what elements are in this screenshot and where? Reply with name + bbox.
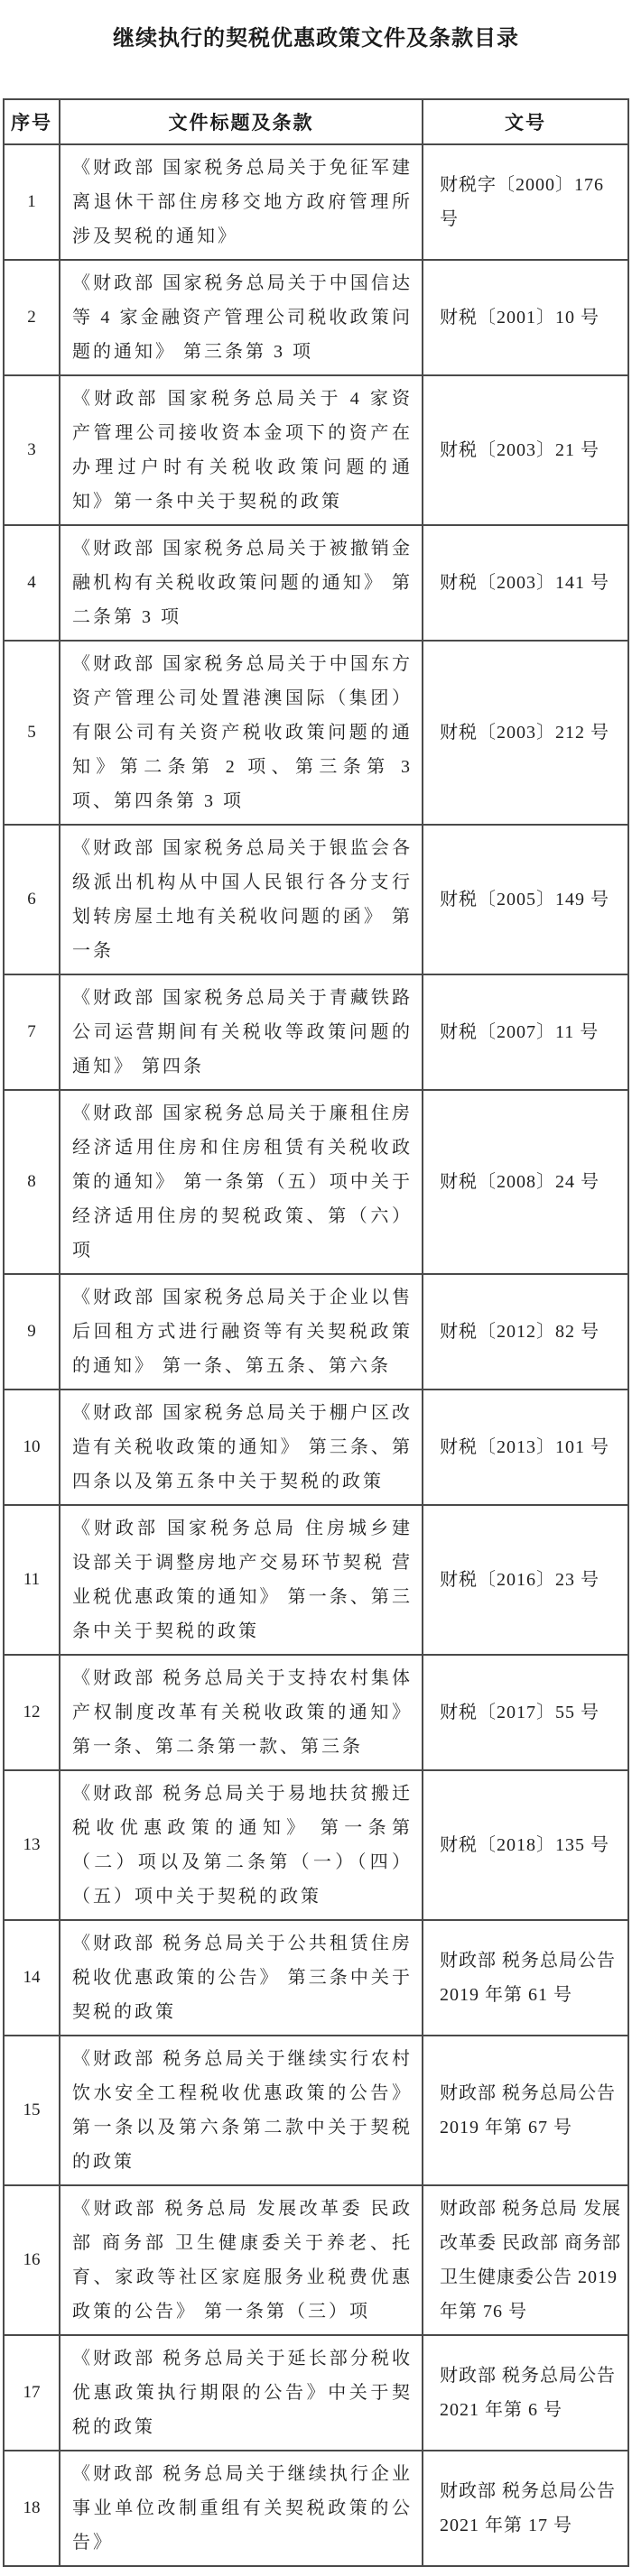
row-serial-number: 1: [4, 144, 60, 260]
row-serial-number: 14: [4, 1920, 60, 2036]
row-document-title: 《财政部 税务总局关于易地扶贫搬迁税收优惠政策的通知》 第一条第（二）项以及第二条第（一）（四）（五）项中关于契税的政策: [60, 1770, 423, 1920]
row-document-title: 《财政部 税务总局关于继续执行企业事业单位改制重组有关契税政策的公告》: [60, 2451, 423, 2566]
row-document-number: 财税〔2003〕141 号: [423, 525, 628, 641]
row-document-number: 财政部 税务总局公告 2021 年第 17 号: [423, 2451, 628, 2566]
table-header: [4, 99, 628, 144]
col-header-document-number: 文号: [423, 99, 628, 144]
row-serial-number: 15: [4, 2036, 60, 2185]
row-serial-number: 17: [4, 2335, 60, 2451]
row-document-title: 《财政部 税务总局 发展改革委 民政部 商务部 卫生健康委关于养老、托育、家政等社区家庭服务业税费优惠政策的公告》 第一条第（三）项: [60, 2185, 423, 2335]
row-document-title: 《财政部 国家税务总局关于青藏铁路公司运营期间有关税收等政策问题的通知》 第四条: [60, 974, 423, 1090]
row-document-number: 财税〔2017〕55 号: [423, 1655, 628, 1770]
row-document-number: 财税〔2008〕24 号: [423, 1090, 628, 1274]
row-document-number: 财税〔2016〕23 号: [423, 1505, 628, 1655]
table-row: [4, 375, 628, 525]
row-serial-number: 12: [4, 1655, 60, 1770]
row-serial-number: 3: [4, 375, 60, 525]
row-document-title: 《财政部 国家税务总局关于企业以售后回租方式进行融资等有关契税政策的通知》 第一条、第五条、第六条: [60, 1274, 423, 1390]
row-serial-number: 6: [4, 825, 60, 974]
row-serial-number: 7: [4, 974, 60, 1090]
policy-table: [3, 98, 629, 2567]
row-document-title: 《财政部 国家税务总局关于棚户区改造有关税收政策的通知》 第三条、第四条以及第五条中关于契税的政策: [60, 1390, 423, 1505]
row-serial-number: 18: [4, 2451, 60, 2566]
row-serial-number: 10: [4, 1390, 60, 1505]
row-document-number: 财税〔2018〕135 号: [423, 1770, 628, 1920]
table-row: [4, 2036, 628, 2185]
row-serial-number: 8: [4, 1090, 60, 1274]
row-document-title: 《财政部 国家税务总局 住房城乡建设部关于调整房地产交易环节契税 营业税优惠政策的通知》 第一条、第三条中关于契税的政策: [60, 1505, 423, 1655]
row-serial-number: 11: [4, 1505, 60, 1655]
row-document-number: 财税〔2003〕212 号: [423, 641, 628, 825]
table-row: [4, 1920, 628, 2036]
row-document-title: 《财政部 国家税务总局关于中国信达等 4 家金融资产管理公司税收政策问题的通知》 第三条第 3 项: [60, 260, 423, 375]
row-serial-number: 4: [4, 525, 60, 641]
row-document-title: 《财政部 税务总局关于延长部分税收优惠政策执行期限的公告》中关于契税的政策: [60, 2335, 423, 2451]
row-document-number: 财政部 税务总局 发展改革委 民政部 商务部 卫生健康委公告 2019 年第 76 号: [423, 2185, 628, 2335]
header-row: [4, 99, 628, 144]
row-serial-number: 16: [4, 2185, 60, 2335]
row-document-title: 《财政部 国家税务总局关于被撤销金融机构有关税收政策问题的通知》 第二条第 3 项: [60, 525, 423, 641]
row-serial-number: 13: [4, 1770, 60, 1920]
table-row: [4, 1090, 628, 1274]
row-document-number: 财税〔2012〕82 号: [423, 1274, 628, 1390]
col-header-document-title: 文件标题及条款: [60, 99, 423, 144]
table-row: [4, 260, 628, 375]
row-document-number: 财税〔2003〕21 号: [423, 375, 628, 525]
table-row: [4, 825, 628, 974]
table-row: [4, 1505, 628, 1655]
table-row: [4, 974, 628, 1090]
row-document-title: 《财政部 国家税务总局关于廉租住房经济适用住房和住房租赁有关税收政策的通知》 第一条第（五）项中关于经济适用住房的契税政策、第（六）项: [60, 1090, 423, 1274]
row-serial-number: 9: [4, 1274, 60, 1390]
row-document-title: 《财政部 税务总局关于继续实行农村饮水安全工程税收优惠政策的公告》第一条以及第六条第二款中关于契税的政策: [60, 2036, 423, 2185]
table-row: [4, 1390, 628, 1505]
row-document-number: 财税字〔2000〕176 号: [423, 144, 628, 260]
col-header-serial-number: 序号: [4, 99, 60, 144]
row-document-title: 《财政部 税务总局关于公共租赁住房税收优惠政策的公告》 第三条中关于契税的政策: [60, 1920, 423, 2036]
table-row: [4, 1274, 628, 1390]
table-row: [4, 144, 628, 260]
row-document-title: 《财政部 国家税务总局关于免征军建离退休干部住房移交地方政府管理所涉及契税的通知》: [60, 144, 423, 260]
row-document-title: 《财政部 国家税务总局关于 4 家资产管理公司接收资本金项下的资产在办理过户时有关税收政策问题的通知》第一条中关于契税的政策: [60, 375, 423, 525]
table-row: [4, 2185, 628, 2335]
row-document-number: 财政部 税务总局公告 2021 年第 6 号: [423, 2335, 628, 2451]
row-document-number: 财税〔2007〕11 号: [423, 974, 628, 1090]
table-row: [4, 525, 628, 641]
table-row: [4, 641, 628, 825]
table-row: [4, 1770, 628, 1920]
row-serial-number: 5: [4, 641, 60, 825]
table-body: [4, 144, 628, 2566]
row-document-number: 财政部 税务总局公告 2019 年第 61 号: [423, 1920, 628, 2036]
row-document-title: 《财政部 国家税务总局关于银监会各级派出机构从中国人民银行各分支行划转房屋土地有关税收问题的函》 第一条: [60, 825, 423, 974]
row-document-title: 《财政部 国家税务总局关于中国东方资产管理公司处置港澳国际（集团）有限公司有关资产税收政策问题的通知》第二条第 2 项、第三条第 3 项、第四条第 3 项: [60, 641, 423, 825]
row-document-number: 财政部 税务总局公告 2019 年第 67 号: [423, 2036, 628, 2185]
row-serial-number: 2: [4, 260, 60, 375]
table-row: [4, 2451, 628, 2566]
page-title: 继续执行的契税优惠政策文件及条款目录: [113, 27, 519, 51]
row-document-number: 财税〔2005〕149 号: [423, 825, 628, 974]
row-document-number: 财税〔2001〕10 号: [423, 260, 628, 375]
table-row: [4, 2335, 628, 2451]
row-document-number: 财税〔2013〕101 号: [423, 1390, 628, 1505]
table-row: [4, 1655, 628, 1770]
row-document-title: 《财政部 税务总局关于支持农村集体产权制度改革有关税收政策的通知》第一条、第二条第一款、第三条: [60, 1655, 423, 1770]
